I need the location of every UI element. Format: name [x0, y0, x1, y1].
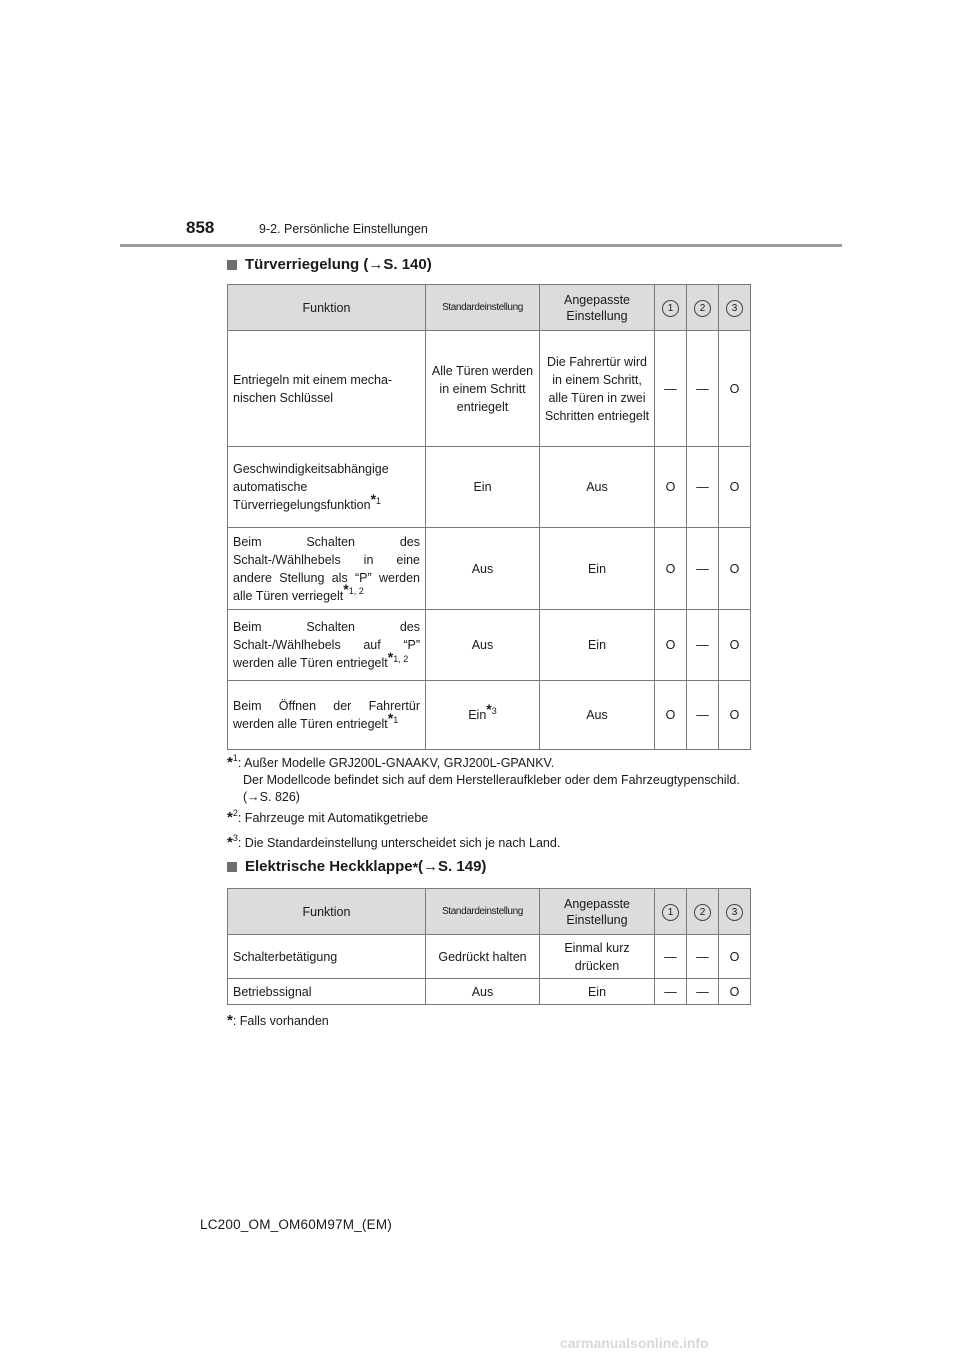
circled-1-icon: 1 [662, 904, 679, 921]
col-custom: Angepasste Einstellung [540, 285, 655, 331]
table-row [228, 935, 751, 979]
table-row [228, 528, 751, 610]
row-function: Betriebssignal [228, 979, 426, 1005]
col-mode-2 [687, 889, 719, 935]
section-title-ref: →S. 140) [368, 256, 432, 273]
row-default: Aus [426, 610, 540, 681]
table-row [228, 979, 751, 1005]
circled-1-icon: 1 [662, 300, 679, 317]
row-custom: Ein [540, 610, 655, 681]
col-default: Standardeinstellung [426, 285, 540, 331]
running-title: 9-2. Persönliche Einstellungen [259, 222, 428, 236]
col-mode-3 [719, 889, 751, 935]
row-custom: Ein [540, 528, 655, 610]
table-header-row [228, 889, 751, 935]
table-row [228, 610, 751, 681]
circled-2-icon: 2 [694, 904, 711, 921]
tailgate-table [227, 888, 751, 1005]
row-mode-3: O [719, 528, 751, 610]
col-function: Funktion [228, 285, 426, 331]
table-row [228, 447, 751, 528]
footnote-2: *$^2$: Fahrzeuge mit Automatikgetriebe [227, 808, 429, 826]
row-function: Schalterbetätigung [228, 935, 426, 979]
row-custom: Ein [540, 979, 655, 1005]
circled-2-icon: 2 [694, 300, 711, 317]
row-mode-3: O [719, 610, 751, 681]
row-mode-2: — [687, 610, 719, 681]
row-mode-2: — [687, 935, 719, 979]
row-default: Ein [426, 447, 540, 528]
table-row [228, 681, 751, 750]
col-mode-2 [687, 285, 719, 331]
row-function: Beim Schalten des Schalt-/Wählhebels in eine andere Stellung als “P” werden alle Türen verriegelt$^{*1, 2}$ [228, 528, 426, 610]
row-custom: Aus [540, 681, 655, 750]
row-mode-3: O [719, 979, 751, 1005]
row-default: Aus [426, 979, 540, 1005]
row-custom: Einmal kurz drücken [540, 935, 655, 979]
circled-3-icon: 3 [726, 300, 743, 317]
section-title-tailgate: Elektrische Heckklappe * (→S. 149) [227, 858, 486, 875]
row-function: Geschwindigkeitsabhängige automatische Türverriegelungsfunktion$^{*1}$ [228, 447, 426, 528]
section-bullet-icon [227, 260, 237, 270]
row-mode-1: — [655, 935, 687, 979]
row-mode-2: — [687, 331, 719, 447]
row-default: Alle Türen werden in einem Schritt entriegelt [426, 331, 540, 447]
section-bullet-icon [227, 862, 237, 872]
col-custom: Angepasste Einstellung [540, 889, 655, 935]
section-title-door-lock [227, 256, 432, 273]
row-mode-1: O [655, 681, 687, 750]
row-custom: Aus [540, 447, 655, 528]
door-lock-table [227, 284, 751, 750]
row-custom: Die Fahrertür wird in einem Schritt, alle Türen in zwei Schritten entriegelt [540, 331, 655, 447]
col-function: Funktion [228, 889, 426, 935]
row-default: Aus [426, 528, 540, 610]
row-default: Ein$^{*3}$ [426, 681, 540, 750]
circled-3-icon: 3 [726, 904, 743, 921]
col-default: Standardeinstellung [426, 889, 540, 935]
row-default: Gedrückt halten [426, 935, 540, 979]
col-mode-3 [719, 285, 751, 331]
row-mode-3: O [719, 935, 751, 979]
row-mode-1: O [655, 528, 687, 610]
footnote-optional: *: Falls vorhanden [227, 1012, 329, 1029]
row-mode-1: O [655, 447, 687, 528]
section-title-ref: (→S. 149) [418, 858, 487, 875]
section-title-text: Türverriegelung ( [245, 256, 369, 273]
header-rule [120, 244, 842, 247]
col-mode-1 [655, 889, 687, 935]
table-row [228, 331, 751, 447]
document-code: LC200_OM_OM60M97M_(EM) [200, 1217, 392, 1232]
row-function: Beim Schalten des Schalt-/Wählhebels auf “P” werden alle Türen entriegelt$^{*1, 2}$ [228, 610, 426, 681]
footnote-3: *$^3$: Die Standardeinstellung unterscheidet sich je nach Land. [227, 833, 561, 851]
row-mode-1: O [655, 610, 687, 681]
row-mode-3: O [719, 681, 751, 750]
watermark: carmanualsonline.info [560, 1335, 709, 1351]
row-mode-3: O [719, 447, 751, 528]
row-mode-2: — [687, 979, 719, 1005]
col-mode-1 [655, 285, 687, 331]
table-header-row [228, 285, 751, 331]
page-number: 858 [186, 218, 215, 237]
footnote-1: *$^1$: Außer Modelle GRJ200L-GNAAKV, GRJ200L-GPANKV. Der Modellcode befindet sich auf dem Herstelleraufkleber oder dem Fahrzeugtypenschild. (→S. 826) [227, 753, 740, 804]
row-mode-1: — [655, 979, 687, 1005]
row-mode-2: — [687, 681, 719, 750]
row-mode-3: O [719, 331, 751, 447]
row-mode-2: — [687, 528, 719, 610]
row-mode-2: — [687, 447, 719, 528]
row-mode-1: — [655, 331, 687, 447]
row-function: Entriegeln mit einem mecha- nischen Schlüssel [228, 331, 426, 447]
section-title-text: Elektrische Heckklappe [245, 858, 413, 875]
row-function: Beim Öffnen der Fahrertür werden alle Türen entriegelt$^{*1}$ [228, 681, 426, 750]
